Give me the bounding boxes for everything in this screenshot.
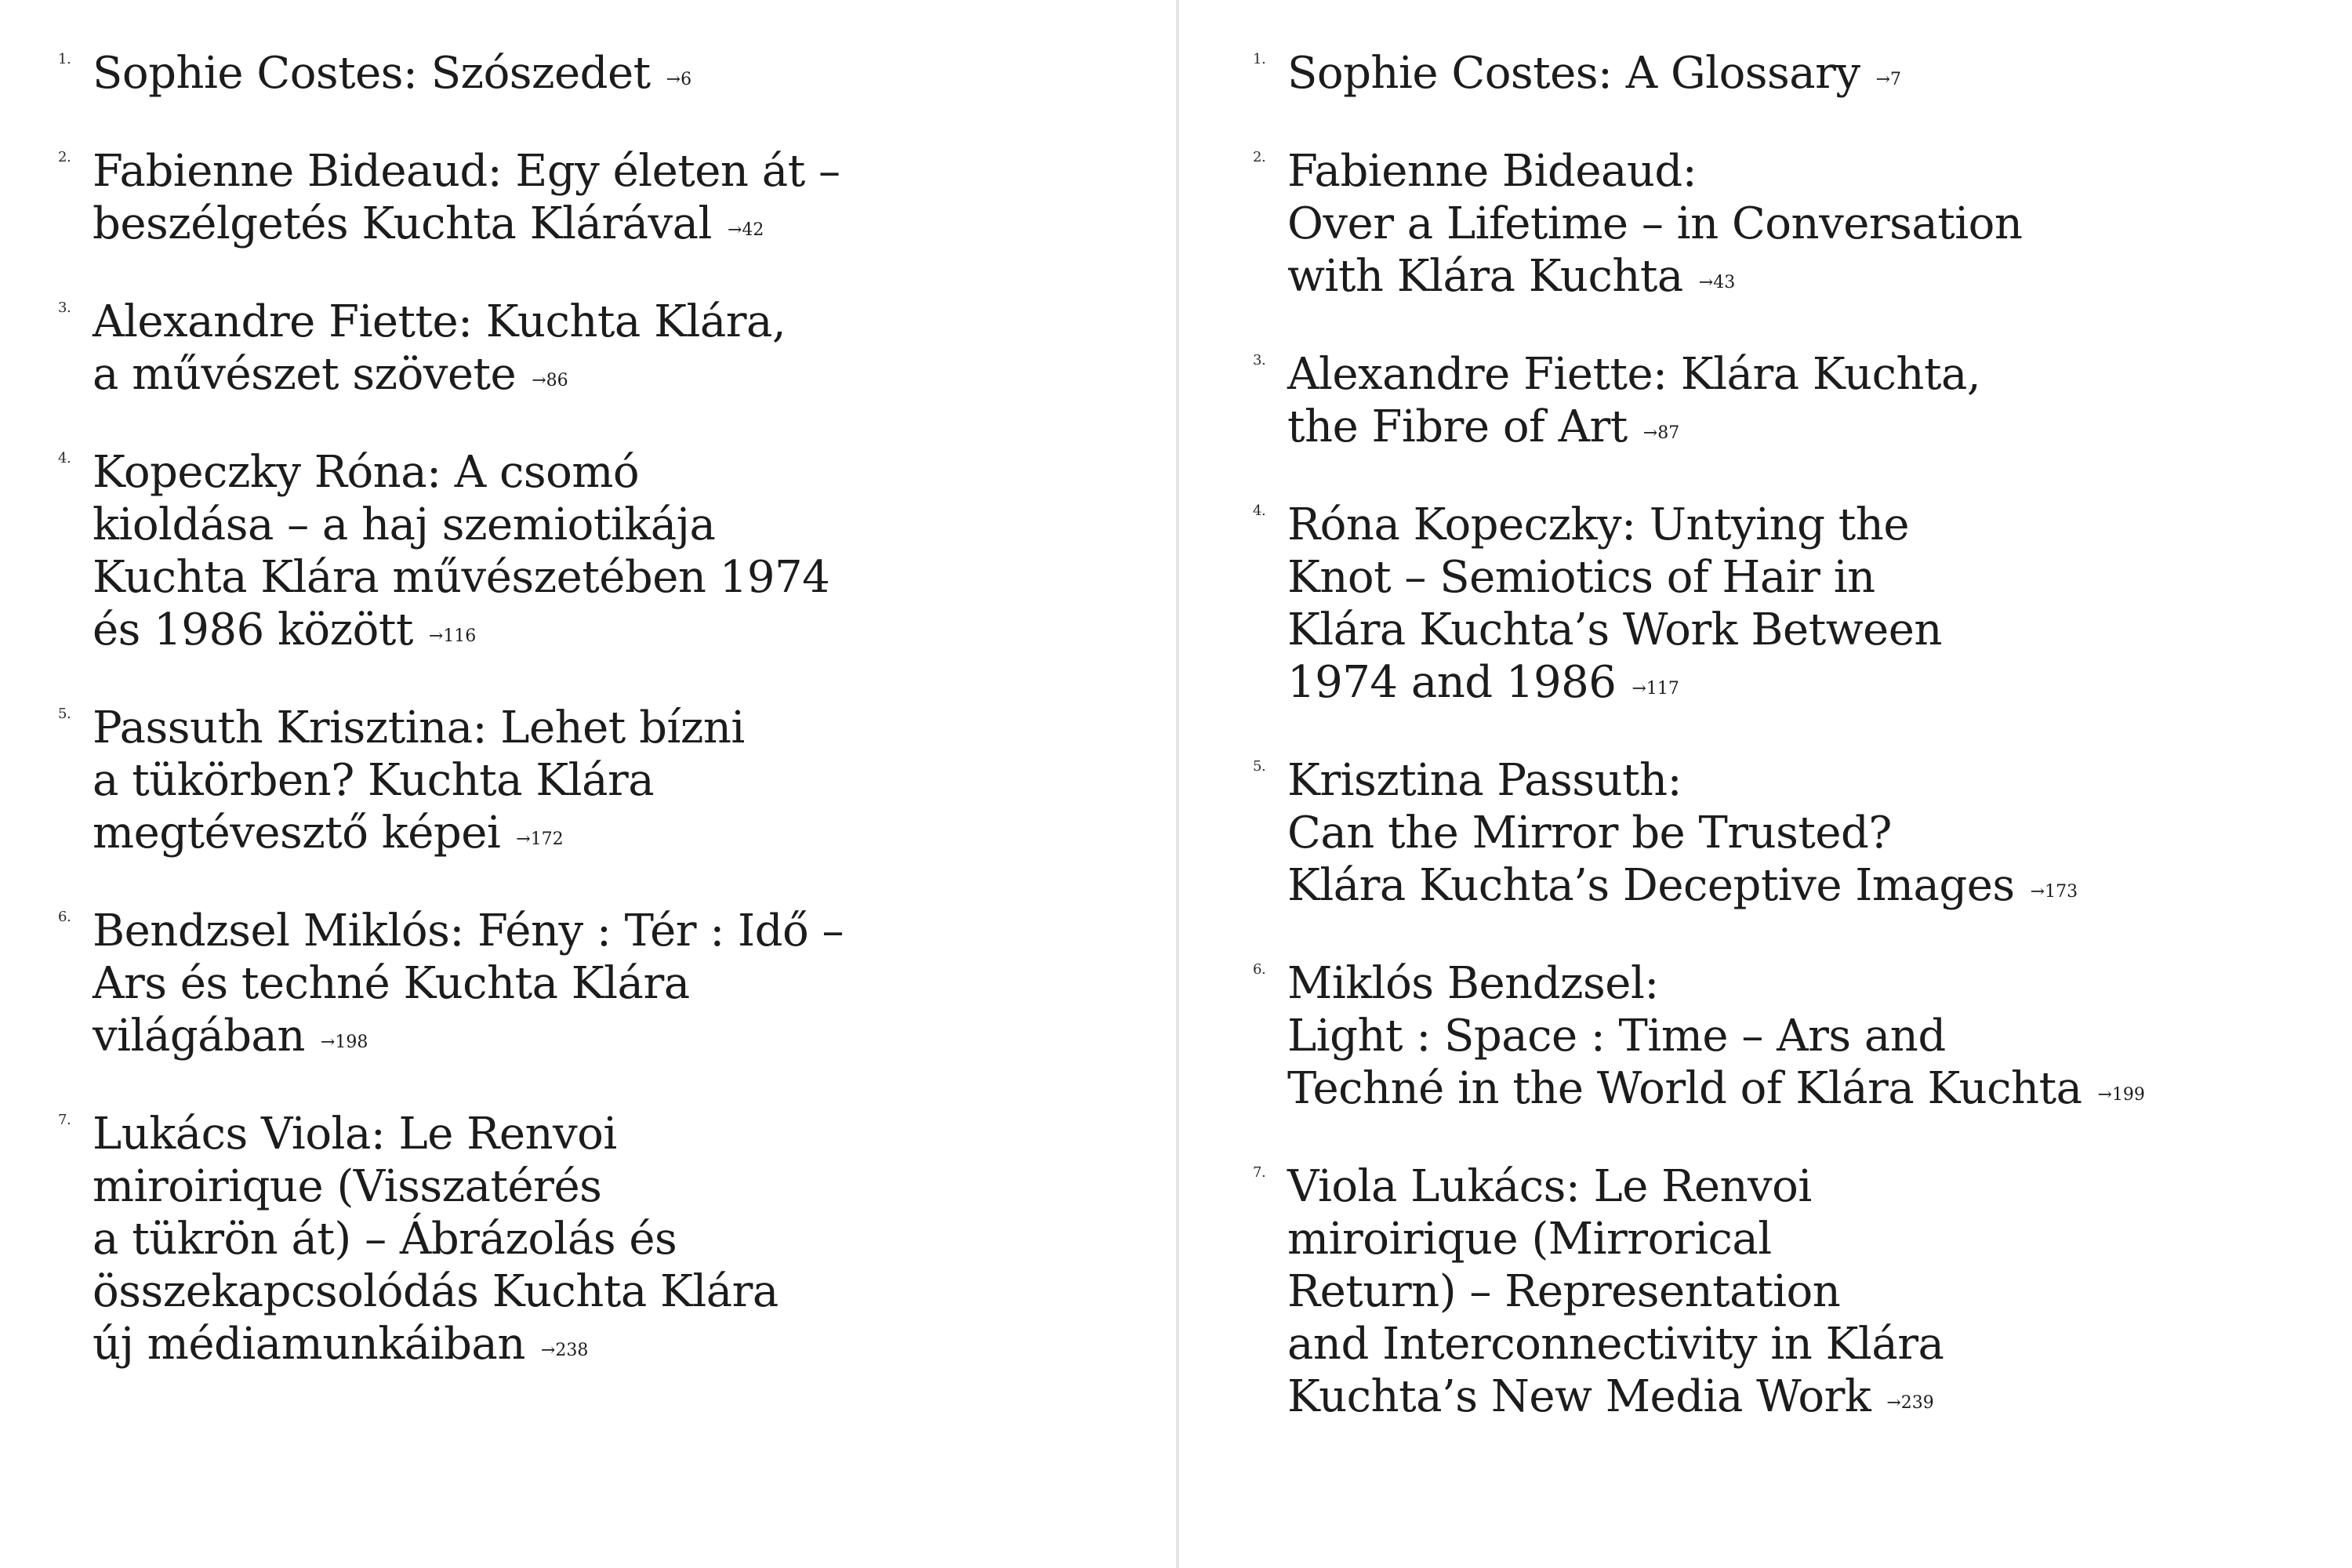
entry-title-line — [1287, 198, 2145, 250]
entry-number: 7. — [58, 1112, 71, 1128]
entry-title-line — [93, 754, 844, 807]
entry-number: 1. — [58, 51, 71, 67]
entry-title-text: összekapcsolódás Kuchta Klára — [93, 1266, 779, 1317]
toc-entry[interactable] — [58, 47, 844, 106]
arrow-right-icon: → — [666, 70, 681, 89]
arrow-right-icon: → — [540, 1341, 556, 1360]
entry-title-line — [1287, 1062, 2145, 1121]
page-reference[interactable] — [516, 829, 563, 849]
entry-title-line — [93, 1108, 844, 1160]
page-number: 172 — [530, 829, 564, 849]
entry-title-text: a tükrön át) – Ábrázolás és — [93, 1214, 677, 1265]
entry-number: 3. — [58, 299, 71, 316]
page-number: 198 — [335, 1033, 368, 1052]
entry-title-text: Over a Lifetime – in Conversation — [1287, 198, 2023, 249]
entry-title-line — [93, 296, 844, 348]
toc-entry[interactable] — [58, 446, 844, 662]
page-number: 117 — [1646, 679, 1679, 699]
entry-title-text: 1974 and 1986 — [1287, 657, 1617, 708]
entry-title-line — [93, 1265, 844, 1318]
arrow-right-icon: → — [428, 626, 444, 646]
entry-title-line — [93, 957, 844, 1010]
page-reference[interactable] — [321, 1033, 368, 1052]
entry-number: 3. — [1253, 352, 1266, 368]
entry-title-text: Bendzsel Miklós: Fény : Tér : Idő – — [93, 906, 844, 956]
entry-title-text: Can the Mirror be Trusted? — [1287, 808, 1892, 858]
entry-title-text: Sophie Costes: Szószedet — [93, 48, 651, 99]
page-reference[interactable] — [2098, 1085, 2145, 1105]
page-reference[interactable] — [532, 371, 568, 390]
entry-title-line — [1287, 1370, 2145, 1429]
page-number: 42 — [742, 220, 764, 240]
arrow-right-icon: → — [727, 220, 742, 240]
page-number: 6 — [681, 70, 692, 89]
entry-title-text: miroirique (Mirrorical — [1287, 1214, 1772, 1265]
entry-title-line — [93, 1010, 844, 1069]
entry-title-text: Sophie Costes: A Glossary — [1287, 48, 1860, 99]
entry-title-line — [1287, 957, 2145, 1010]
entry-title-text: Passuth Krisztina: Lehet bízni — [93, 702, 745, 753]
entry-number: 4. — [58, 450, 71, 466]
page-number: 116 — [443, 626, 477, 646]
toc-entry[interactable] — [58, 905, 844, 1069]
entry-title-text: Return) – Representation — [1287, 1266, 1841, 1317]
entry-title-line — [93, 807, 844, 866]
entry-title-text: Klára Kuchta’s Deceptive Images — [1287, 860, 2015, 911]
page-number: 238 — [555, 1341, 589, 1360]
entry-title-text: with Klára Kuchta — [1287, 251, 1683, 302]
entry-number: 2. — [58, 149, 71, 165]
entry-title-text: Klára Kuchta’s Work Between — [1287, 604, 1942, 655]
entry-title-text: kioldása – a haj szemiotikája — [93, 499, 716, 550]
toc-entry[interactable] — [58, 296, 844, 407]
arrow-right-icon: → — [1632, 679, 1646, 699]
page-number: 7 — [1890, 70, 1902, 89]
entry-title-text: Light : Space : Time – Ars and — [1287, 1011, 1946, 1062]
entry-title-line — [1287, 1213, 2145, 1265]
arrow-right-icon: → — [1698, 273, 1714, 292]
toc-entry[interactable] — [1253, 957, 2145, 1121]
entry-number: 1. — [1253, 51, 1266, 67]
page-reference[interactable] — [1632, 679, 1679, 699]
arrow-right-icon: → — [1642, 423, 1658, 443]
page-reference[interactable] — [1643, 423, 1679, 443]
entry-title-line — [93, 446, 844, 499]
arrow-right-icon: → — [2030, 882, 2045, 902]
entry-title-line — [93, 604, 844, 662]
entry-title-line — [1287, 551, 2145, 604]
entry-title-text: Ars és techné Kuchta Klára — [93, 958, 690, 1009]
page-number: 239 — [1900, 1393, 1934, 1413]
entry-number: 7. — [1253, 1164, 1266, 1181]
hungarian-toc-list — [58, 47, 844, 1416]
arrow-right-icon: → — [2097, 1085, 2112, 1105]
entry-title-line — [1287, 348, 2145, 401]
toc-entry[interactable] — [58, 702, 844, 866]
entry-title-text: and Interconnectivity in Klára — [1287, 1319, 1944, 1370]
entry-number: 6. — [58, 909, 71, 925]
page-number: 173 — [2045, 882, 2078, 902]
entry-title-line — [1287, 47, 2145, 106]
toc-entry[interactable] — [1253, 348, 2145, 459]
arrow-right-icon: → — [516, 829, 531, 849]
arrow-right-icon: → — [1875, 70, 1891, 89]
entry-title-text: Kopeczky Róna: A csomó — [93, 447, 640, 498]
page-number: 87 — [1657, 423, 1680, 443]
toc-entry[interactable] — [1253, 754, 2145, 918]
page-reference[interactable] — [429, 626, 476, 646]
entry-title-line — [1287, 1160, 2145, 1213]
entry-title-line — [1287, 656, 2145, 715]
arrow-right-icon: → — [1886, 1393, 1901, 1413]
entry-title-line — [93, 1318, 844, 1377]
entry-number: 5. — [58, 706, 71, 722]
entry-title-line — [1287, 1265, 2145, 1318]
entry-title-text: és 1986 között — [93, 604, 413, 655]
entry-title-line — [1287, 401, 2145, 459]
page-number: 199 — [2111, 1085, 2145, 1105]
toc-entry[interactable] — [58, 145, 844, 256]
entry-title-text: Knot – Semiotics of Hair in — [1287, 552, 1875, 603]
entry-title-text: Fabienne Bideaud: Egy életen át – — [93, 146, 840, 197]
page-reference[interactable] — [666, 70, 691, 89]
entry-number: 4. — [1253, 503, 1266, 519]
page-number: 86 — [546, 371, 568, 390]
entry-number: 6. — [1253, 961, 1266, 978]
entry-title-text: Krisztina Passuth: — [1287, 755, 1682, 806]
entry-title-text: Fabienne Bideaud: — [1287, 146, 1697, 197]
entry-title-text: a művészet szövete — [93, 349, 517, 400]
page-reference[interactable] — [1886, 1393, 1933, 1413]
entry-title-line — [1287, 754, 2145, 807]
entry-title-line — [1287, 145, 2145, 198]
page-number: 43 — [1713, 273, 1736, 292]
entry-number: 2. — [1253, 149, 1266, 165]
entry-number: 5. — [1253, 758, 1266, 775]
english-toc-list — [1253, 47, 2145, 1468]
entry-title-text: megtévesztő képei — [93, 808, 501, 858]
entry-title-text: világában — [93, 1011, 305, 1062]
page-reference[interactable] — [728, 220, 764, 240]
toc-entry[interactable] — [1253, 145, 2145, 309]
entry-title-line — [1287, 1318, 2145, 1370]
entry-title-text: Alexandre Fiette: Kuchta Klára, — [93, 296, 786, 347]
toc-entry[interactable] — [1253, 499, 2145, 715]
entry-title-line — [1287, 807, 2145, 859]
entry-title-line — [1287, 1010, 2145, 1062]
arrow-right-icon: → — [320, 1033, 336, 1052]
toc-entry[interactable] — [1253, 47, 2145, 106]
entry-title-line — [93, 499, 844, 551]
entry-title-line — [93, 905, 844, 957]
entry-title-text: Viola Lukács: Le Renvoi — [1287, 1161, 1812, 1212]
page-reference[interactable] — [1699, 273, 1735, 292]
entry-title-line — [93, 702, 844, 754]
entry-title-text: Kuchta Klára művészetében 1974 — [93, 552, 830, 603]
entry-title-line — [93, 145, 844, 198]
entry-title-line — [1287, 859, 2145, 918]
toc-entry[interactable] — [58, 1108, 844, 1377]
entry-title-text: Miklós Bendzsel: — [1287, 958, 1659, 1009]
entry-title-text: a tükörben? Kuchta Klára — [93, 755, 655, 806]
entry-title-line — [93, 551, 844, 604]
entry-title-text: Kuchta’s New Media Work — [1287, 1371, 1871, 1422]
entry-title-text: Alexandre Fiette: Klára Kuchta, — [1287, 349, 1981, 400]
entry-title-text: the Fibre of Art — [1287, 401, 1628, 452]
entry-title-line — [93, 47, 844, 106]
entry-title-text: Róna Kopeczky: Untying the — [1287, 499, 1910, 550]
entry-title-text: Lukács Viola: Le Renvoi — [93, 1109, 617, 1160]
toc-entry[interactable] — [1253, 1160, 2145, 1429]
entry-title-text: beszélgetés Kuchta Klárával — [93, 198, 712, 249]
page-reference[interactable] — [2031, 882, 2078, 902]
english-contents-page — [1179, 0, 2352, 1568]
page-reference[interactable] — [1876, 70, 1901, 89]
entry-title-line — [1287, 499, 2145, 551]
entry-title-line — [93, 348, 844, 407]
entry-title-line — [1287, 604, 2145, 656]
entry-title-text: miroirique (Visszatérés — [93, 1161, 602, 1212]
entry-title-line — [93, 198, 844, 256]
entry-title-text: Techné in the World of Klára Kuchta — [1287, 1063, 2082, 1114]
arrow-right-icon: → — [532, 371, 546, 390]
entry-title-text: új médiamunkáiban — [93, 1319, 525, 1370]
entry-title-line — [1287, 250, 2145, 309]
page-reference[interactable] — [541, 1341, 588, 1360]
entry-title-line — [93, 1213, 844, 1265]
entry-title-line — [93, 1160, 844, 1213]
